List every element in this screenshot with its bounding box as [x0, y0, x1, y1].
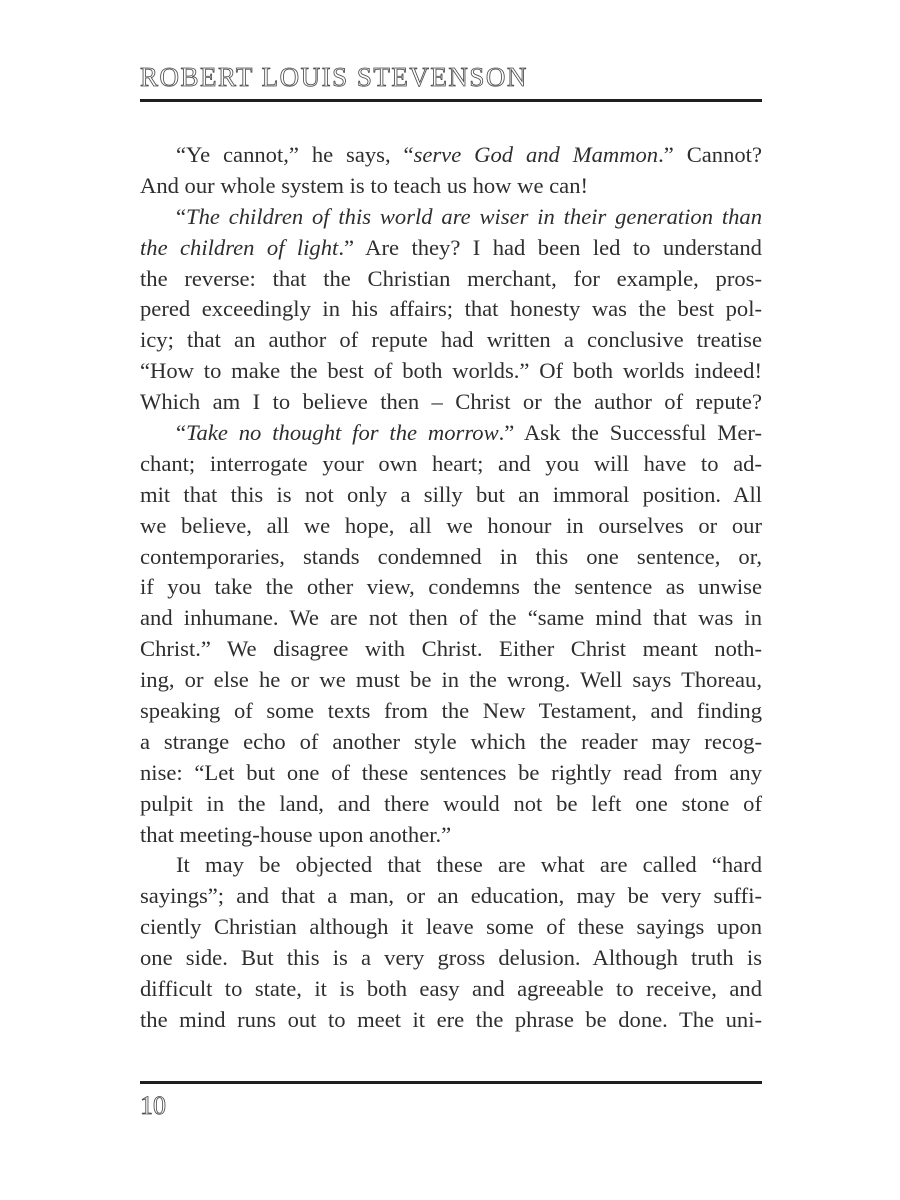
- text-segment: speaking of some texts from the New Testament, and finding: [140, 698, 762, 724]
- text-line: [140, 325, 762, 356]
- text-segment: It may be objected that these are what are called “hard: [176, 852, 762, 878]
- text-segment: we believe, all we hope, all we honour in ourselves or our: [140, 512, 762, 538]
- text-line: [140, 264, 762, 295]
- text-segment: if you take the other view, condemns the sentence as unwise: [140, 574, 762, 600]
- text-line: [140, 418, 762, 449]
- text-line: [140, 140, 762, 171]
- text-segment: mit that this is not only a silly but an immoral position. All: [140, 481, 762, 507]
- text-line: [140, 480, 762, 511]
- text-line: [140, 696, 762, 727]
- text-segment: “How to make the best of both worlds.” Of both worlds indeed!: [140, 358, 762, 384]
- text-line: [140, 665, 762, 696]
- text-line: [140, 943, 762, 974]
- text-line: [140, 974, 762, 1005]
- text-line: [140, 727, 762, 758]
- text-line: [140, 542, 762, 573]
- text-line: [140, 202, 762, 233]
- text-segment: a strange echo of another style which the reader may recog-: [140, 728, 762, 754]
- paragraph: [140, 140, 762, 202]
- text-line: [140, 572, 762, 603]
- text-segment: pered exceedingly in his affairs; that honesty was the best pol-: [140, 296, 762, 322]
- paragraph: [140, 418, 762, 850]
- text-line: [140, 356, 762, 387]
- paragraph: [140, 850, 762, 1035]
- text-segment: ing, or else he or we must be in the wrong. Well says Thoreau,: [140, 667, 762, 693]
- text-segment: Which am I to believe then – Christ or the author of repute?: [140, 389, 762, 415]
- text-line: [140, 912, 762, 943]
- text-segment: “: [176, 203, 187, 229]
- text-segment: the mind runs out to meet it ere the phrase be done. The uni-: [140, 1006, 762, 1032]
- italic-text-segment: the children of light: [140, 234, 339, 260]
- text-segment: icy; that an author of repute had written a conclusive treatise: [140, 327, 762, 353]
- text-segment: sayings”; and that a man, or an education, may be very suffi-: [140, 883, 762, 909]
- text-line: [140, 233, 762, 264]
- text-segment: And our whole system is to teach us how we can!: [140, 172, 589, 198]
- page-number: 10: [140, 1091, 166, 1120]
- text-segment: and inhumane. We are not then of the “same mind that was in: [140, 605, 762, 631]
- text-line: [140, 820, 762, 851]
- text-line: [140, 449, 762, 480]
- text-segment: the reverse: that the Christian merchant, for example, pros-: [140, 265, 762, 291]
- text-line: [140, 603, 762, 634]
- paragraph: [140, 202, 762, 418]
- text-line: [140, 789, 762, 820]
- text-line: [140, 634, 762, 665]
- text-segment: ciently Christian although it leave some of these sayings upon: [140, 914, 762, 940]
- italic-text-segment: The children of this world are wiser in their generation than: [186, 203, 762, 229]
- text-segment: that meeting-house upon another.”: [140, 821, 452, 847]
- italic-text-segment: Take no thought for the morrow: [186, 420, 499, 446]
- footer-rule: [140, 1081, 762, 1084]
- text-column: [140, 140, 762, 1036]
- text-line: [140, 881, 762, 912]
- text-segment: .” Ask the Successful Mer-: [498, 420, 762, 446]
- text-segment: one side. But this is a very gross delusion. Although truth is: [140, 945, 762, 971]
- text-line: [140, 294, 762, 325]
- text-segment: .” Cannot?: [658, 142, 762, 167]
- text-segment: .” Are they? I had been led to understand: [338, 234, 762, 260]
- text-line: [140, 1005, 762, 1036]
- text-line: [140, 171, 762, 202]
- text-line: [140, 850, 762, 881]
- header-rule: [140, 99, 762, 102]
- text-segment: “: [176, 420, 187, 446]
- text-segment: “Ye cannot,” he says, “: [176, 142, 414, 167]
- text-line: [140, 387, 762, 418]
- text-line: [140, 511, 762, 542]
- running-head-author: ROBERT LOUIS STEVENSON: [140, 62, 528, 92]
- text-segment: nise: “Let but one of these sentences be rightly read from any: [140, 759, 762, 785]
- text-segment: contemporaries, stands condemned in this one sentence, or,: [140, 543, 762, 569]
- text-segment: chant; interrogate your own heart; and you will have to ad-: [140, 450, 762, 476]
- text-segment: difficult to state, it is both easy and agreeable to receive, and: [140, 976, 762, 1002]
- text-line: [140, 758, 762, 789]
- text-segment: pulpit in the land, and there would not be left one stone of: [140, 790, 762, 816]
- italic-text-segment: serve God and Mammon: [413, 142, 659, 167]
- text-segment: Christ.” We disagree with Christ. Either Christ meant noth-: [140, 636, 762, 662]
